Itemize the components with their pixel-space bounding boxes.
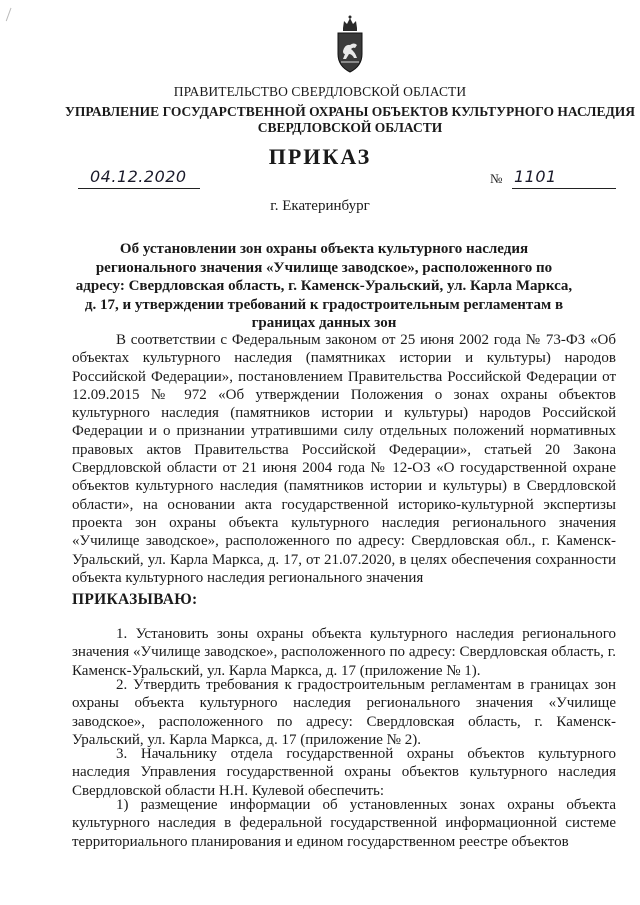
scan-artifact [6, 8, 15, 23]
number-field [512, 168, 616, 189]
city-name: г. Екатеринбург [270, 198, 370, 214]
order-subject: Об установлении зон охраны объекта культурного наследия регионального значения «Училище заводское», расположенного по адресу: Свердловская область, г. Каменск-Уральский, ул. Карла Маркса, д. 17, и утверждении требований к градостроительным регламентам в границах данных зон [75, 241, 573, 331]
handwritten-date: 04.12.2020 [90, 167, 187, 186]
preamble-paragraph: В соответствии с Федеральным законом от 25 июня 2002 года № 73-ФЗ «Об объектах культурного наследия (памятниках истории и культуры) народов Российской Федерации», постановлением Правительства Российской Федерации от 12.09.2015 № 972 «Об утверждении Положения о зонах охраны объектов культурного наследия (памятников истории и культуры) народов Российской Федерации и о признании утратившими силу отдельных положений нормативных правовых актов Правительства Российской Федерации», статьей 20 Закона Свердловской области от 21 июня 2004 года № 12-ОЗ «О государственной охране объектов культурного наследия (памятников истории и культуры) в Свердловской области», на основании акта государственной историко-культурной экспертизы проекта зон охраны объекта культурного наследия регионального значения «Училище заводское», расположенного по адресу: Свердловская обл., г. Каменск-Уральский, ул. Карла Маркса, д. 17, от 21.07.2020, в целях обеспечения сохранности объекта культурного наследия регионального значения [72, 332, 616, 586]
handwritten-number: 1101 [514, 167, 557, 186]
coat-of-arms-icon [335, 14, 365, 74]
order-item-3: 3. Начальнику отдела государственной охраны объектов культурного наследия Управления государственной охраны объектов культурного наследия Свердловской области Н.Н. Кулевой обеспечить: [72, 746, 616, 799]
number-label: № [490, 171, 503, 186]
order-subitem-3-1: 1) размещение информации об установленных зонах охраны объекта культурного наследия в федеральной государственной информационной системе территориального планирования и едином государственном реестре объектов [72, 797, 616, 850]
date-field [78, 168, 200, 189]
document-type-title: ПРИКАЗ [268, 144, 372, 169]
order-item-1: 1. Установить зоны охраны объекта культурного наследия регионального значения «Училище заводское», расположенного по адресу: Свердловская область, г. Каменск-Уральский, ул. Карла Маркса, д. 17 (приложение № 1). [72, 626, 616, 679]
government-name: ПРАВИТЕЛЬСТВО СВЕРДЛОВСКОЙ ОБЛАСТИ [173, 84, 467, 99]
order-item-2: 2. Утвердить требования к градостроительным регламентам в границах зон охраны объекта культурного наследия регионального значения «Училище заводское», расположенного по адресу: Свердловская область, г. Каменск-Уральский, ул. Карла Маркса, д. 17 (приложение № 2). [72, 677, 616, 748]
department-name: УПРАВЛЕНИЕ ГОСУДАРСТВЕННОЙ ОХРАНЫ ОБЪЕКТОВ КУЛЬТУРНОГО НАСЛЕДИЯ СВЕРДЛОВСКОЙ ОБЛАСТИ [64, 104, 636, 135]
order-directive-heading: ПРИКАЗЫВАЮ: [72, 591, 198, 608]
